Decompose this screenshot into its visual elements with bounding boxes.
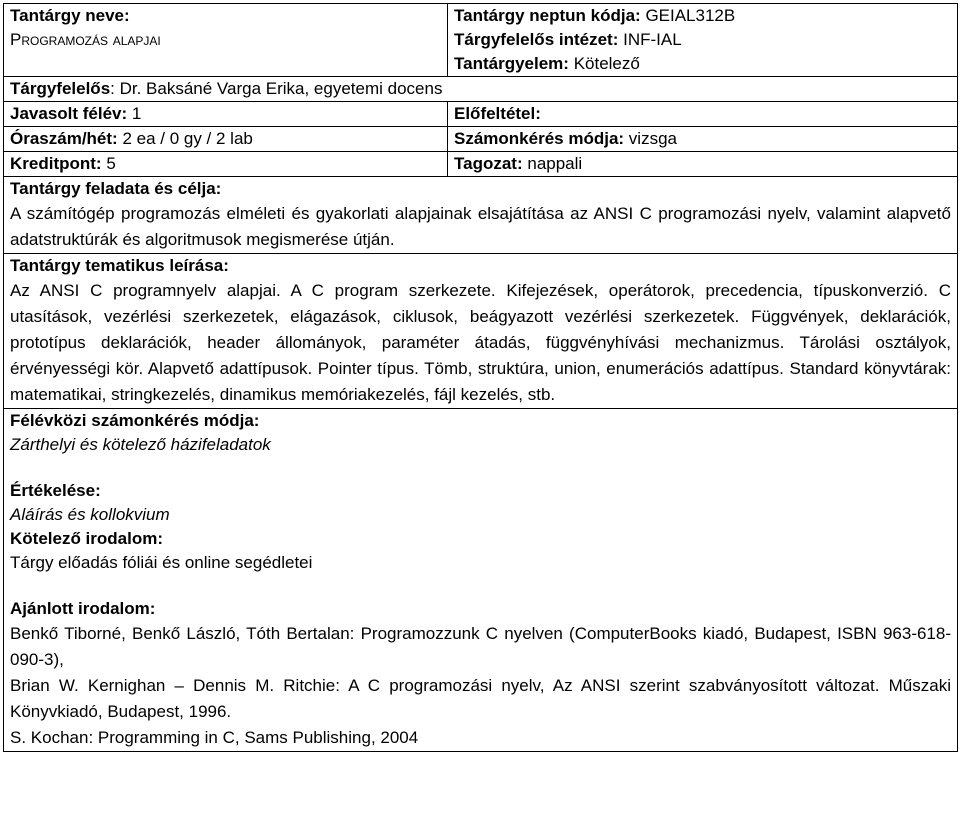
credit-cell [4, 152, 448, 177]
topics-cell [4, 254, 958, 409]
prereq-cell [448, 102, 958, 127]
semester-value: 1 [131, 104, 142, 123]
assessment-row [4, 409, 958, 752]
recommended-literature-item: Brian W. Kernighan – Dennis M. Ritchie: A C programozási nyelv, Az ANSI szerint szabványosított változat. Műszaki Könyvkiadó, Budapest, 1996. [10, 676, 951, 721]
neptun-label: Tantárgy neptun kódja: [454, 6, 641, 25]
responsible-value: : Dr. Baksáné Varga Erika, egyetemi docens [110, 79, 443, 98]
spacer [10, 575, 951, 597]
credit-value: 5 [106, 154, 116, 173]
topics-row [4, 254, 958, 409]
spacer [10, 457, 951, 479]
goal-label: Tantárgy feladata és célja: [10, 179, 222, 198]
prereq-label: Előfeltétel: [454, 104, 541, 123]
subject-codes-cell [448, 4, 958, 77]
institute-label: Tárgyfelelős intézet: [454, 30, 619, 49]
goal-cell [4, 177, 958, 254]
course-table [3, 3, 958, 752]
goal-row [4, 177, 958, 254]
recommended-literature-label: Ajánlott irodalom: [10, 599, 156, 618]
recommended-literature-item: S. Kochan: Programming in C, Sams Publishing, 2004 [10, 728, 419, 747]
section-label: Tagozat: [454, 154, 523, 173]
element-label: Tantárgyelem: [454, 54, 569, 73]
hours-cell [4, 127, 448, 152]
element-value: Kötelező [573, 54, 640, 73]
institute-value: INF-IAL [623, 30, 682, 49]
assessment-cell [4, 409, 958, 752]
exam-value: vizsga [628, 129, 677, 148]
midterm-label: Félévközi számonkérés módja: [10, 411, 260, 430]
exam-cell [448, 127, 958, 152]
topics-text: Az ANSI C programnyelv alapjai. A C program szerkezete. Kifejezések, operátorok, precedencia, típuskonverzió. C utasítások, vezérlési szerkezetek, elágazások, ciklusok, beágyazott vezérlési szerkezetek. Függvények, deklarációk, prototípus deklarációk, header állományok, paraméter átadás, függvényhívási mechanizmus. Tárolási osztályok, érvényességi kör. Alapvető adattípusok. Pointer típus. Tömb, struktúra, union, enumerációs adattípus. Standard könyvtárak: matematikai, stringkezelés, dinamikus memóriakezelés, fájl kezelés, stb. [10, 281, 951, 404]
evaluation-text: Aláírás és kollokvium [10, 505, 170, 524]
header-row [4, 4, 958, 77]
subject-name-cell [4, 4, 448, 77]
subject-name-label: Tantárgy neve: [10, 6, 130, 25]
goal-text: A számítógép programozás elméleti és gyakorlati alapjainak elsajátítása az ANSI C programozási nyelv, valamint alapvető adatstruktúrák és algoritmusok megismerése útján. [10, 204, 951, 249]
responsible-row [4, 77, 958, 102]
hours-row [4, 127, 958, 152]
section-cell [448, 152, 958, 177]
subject-name-value: Programozás alapjai [10, 30, 161, 49]
course-datasheet [3, 3, 957, 839]
semester-cell [4, 102, 448, 127]
exam-label: Számonkérés módja: [454, 129, 625, 148]
required-literature-text: Tárgy előadás fóliái és online segédletei [10, 553, 313, 572]
evaluation-label: Értékelése: [10, 481, 101, 500]
responsible-cell [4, 77, 958, 102]
responsible-label: Tárgyfelelős [10, 79, 111, 98]
topics-label: Tantárgy tematikus leírása: [10, 256, 229, 275]
semester-row [4, 102, 958, 127]
semester-label: Javasolt félév: [10, 104, 128, 123]
neptun-value: GEIAL312B [645, 6, 736, 25]
required-literature-label: Kötelező irodalom: [10, 529, 164, 548]
credit-row [4, 152, 958, 177]
recommended-literature-item: Benkő Tiborné, Benkő László, Tóth Bertalan: Programozzunk C nyelven (ComputerBooks kiadó, Budapest, ISBN 963-618-090-3), [10, 624, 951, 669]
hours-label: Óraszám/hét: [10, 129, 118, 148]
midterm-text: Zárthelyi és kötelező házifeladatok [10, 435, 271, 454]
section-value: nappali [527, 154, 583, 173]
hours-value: 2 ea / 0 gy / 2 lab [122, 129, 253, 148]
credit-label: Kreditpont: [10, 154, 102, 173]
